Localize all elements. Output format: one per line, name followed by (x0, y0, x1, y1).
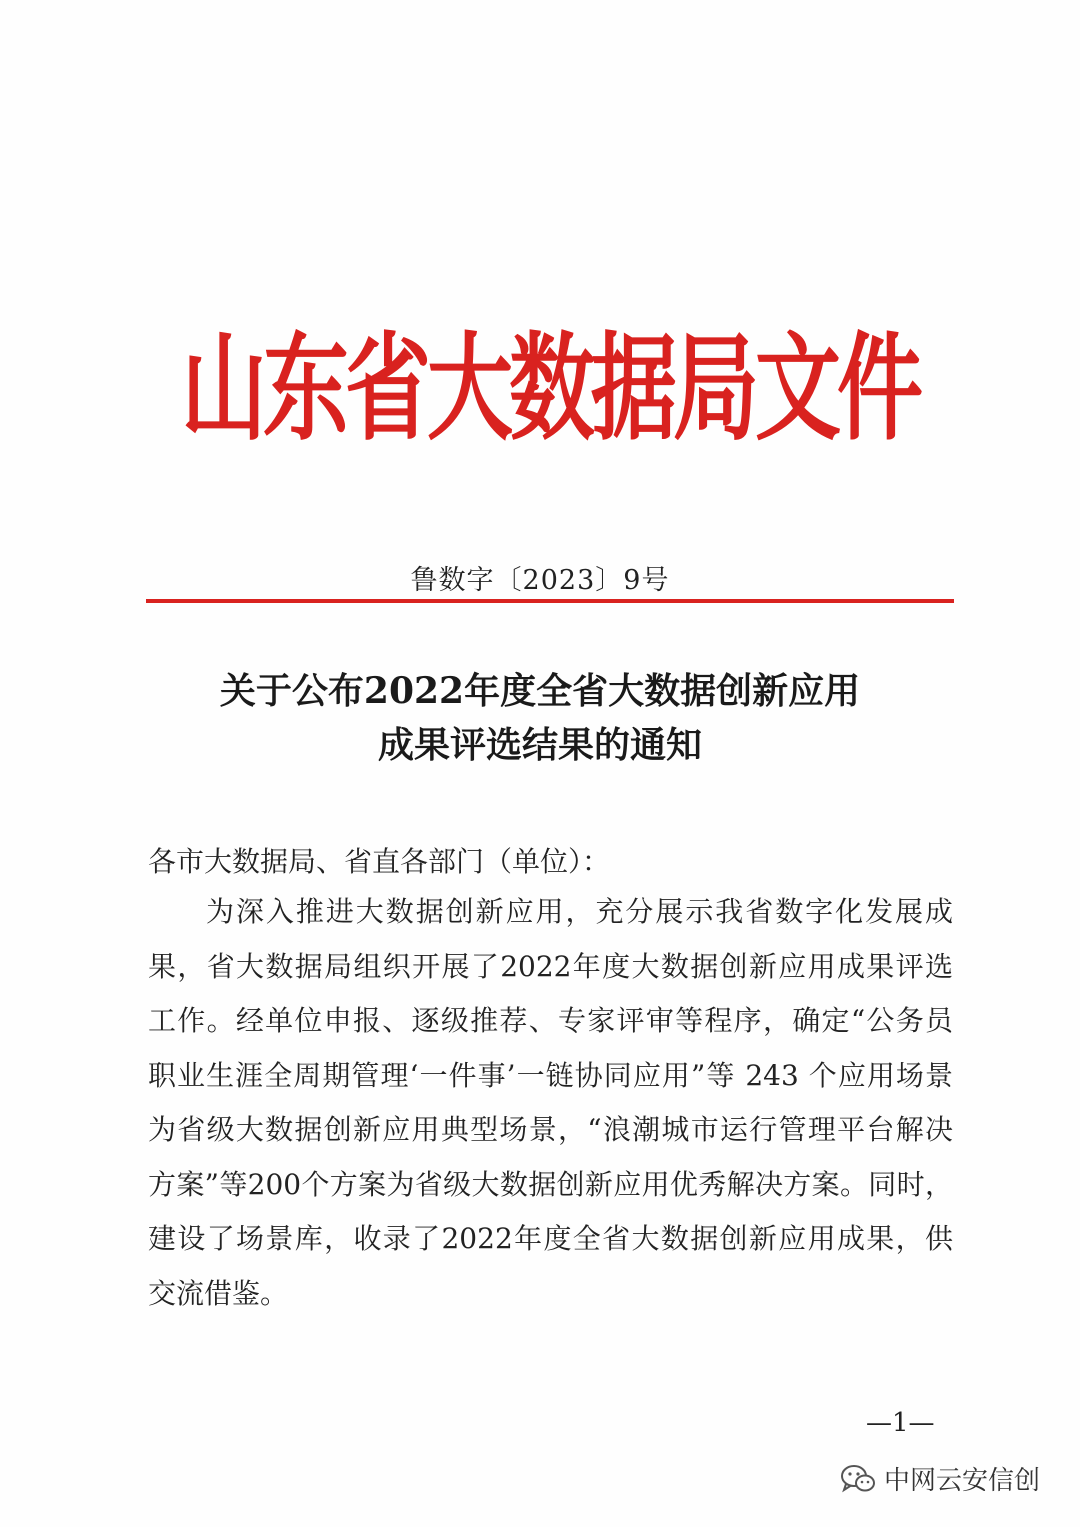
body-line: 方案”等200个方案为省级大数据创新应用优秀解决方案。同时， (148, 1167, 953, 1201)
body-line: 为省级大数据创新应用典型场景，“浪潮城市运行管理平台解决 (148, 1113, 953, 1146)
notice-title (120, 664, 960, 772)
body-line: 为深入推进大数据创新应用，充分展示我省数字化发展成 (206, 895, 953, 928)
watermark-text: 中网云安信创 (884, 1466, 1041, 1496)
body-line: 建设了场景库，收录了2022年度全省大数据创新应用成果，供 (148, 1222, 953, 1255)
body-line: 交流借鉴。 (148, 1276, 289, 1310)
agency-header-title: 山东省大数据局文件 (181, 322, 919, 457)
red-divider-rule (146, 599, 954, 603)
wechat-icon (840, 1463, 876, 1495)
page-number: —1— (866, 1408, 935, 1438)
notice-title-line-2: 成果评选结果的通知 (377, 724, 702, 766)
body-line: 果，省大数据局组织开展了2022年度大数据创新应用成果评选 (148, 949, 953, 983)
document-number: 鲁数字〔2023〕9号 (410, 565, 670, 596)
body-paragraph (148, 885, 953, 1321)
salutation: 各市大数据局、省直各部门（单位）： (148, 845, 611, 878)
notice-title-line-1: 关于公布2022年度全省大数据创新应用 (219, 670, 861, 712)
body-line: 工作。经单位申报、逐级推荐、专家评审等程序，确定“公务员 (148, 1004, 953, 1037)
body-line: 职业生涯全周期管理‘一件事’一链协同应用”等 243 个应用场景 (148, 1058, 953, 1092)
source-watermark (840, 1460, 1040, 1497)
